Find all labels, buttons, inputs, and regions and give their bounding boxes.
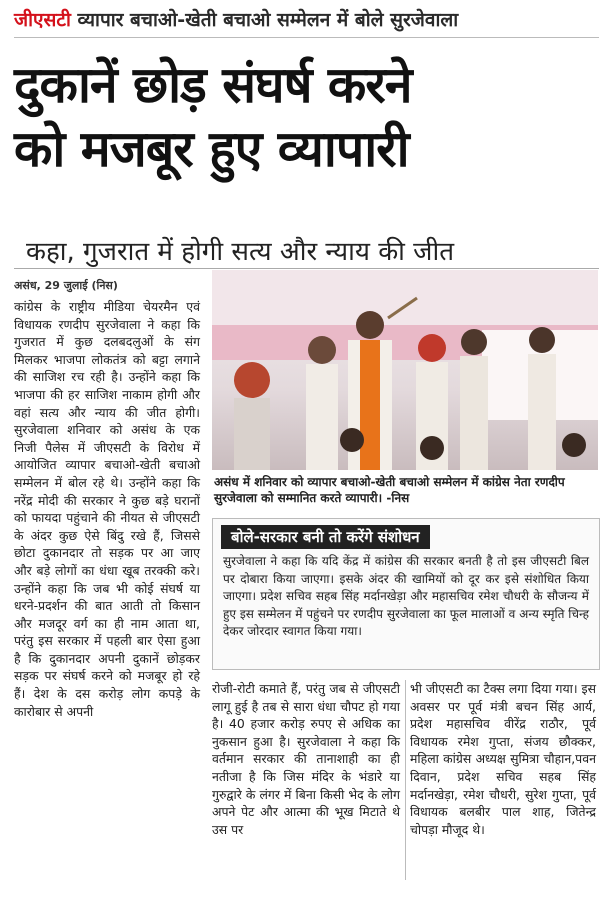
event-photo-illustration xyxy=(212,270,598,470)
headline-line-1: दुकानें छोड़ संघर्ष करने xyxy=(14,56,412,114)
article-column-2: रोजी-रोटी कमाते हैं, परंतु जब से जीएसटी लागू हुई है तब से सारा धंधा चौपट हो गया है। 40 हजार करोड़ रुपए से अधिक का नुकसान हुआ है। सुरजेवाला ने कहा कि वर्तमान सरकार की तानाशाही का ही नतीजा है कि जिस मंदिर के भंडारे या गुरुद्वारे के लंगर में बिना किसी भेद के लोग अपने पेट और आत्मा की भूख मिटाते थे उस पर xyxy=(212,681,400,837)
article-column-1: कांग्रेस के राष्ट्रीय मीडिया चेयरमैन एवं विधायक रणदीप सुरजेवाला ने कहा कि गुजरात में कुछ दलबदलुओं के संग मिलकर भाजपा लोकतंत्र को बट्टा लगाने की साजिश रच रही है। उन्होंने कहा कि भाजपा की हर साजिश नाकाम होगी और वहां सत्य और न्याय की जीत होगी। सुरजेवाला शनिवार को असंध के एक निजी पैलेस में जीएसटी के विरोध में आयोजित व्यापार बचाओ-खेती बचाओ सम्मेलन में बोल रहे थे। उन्होंने कहा कि नरेंद्र मोदी की सरकार ने कुछ बड़े घरानों को फायदा पहुंचाने की नीयत से जीएसटी के अंदर कुछ ऐसे बिंदु रखे हैं, जिससे छोटा दुकानदार तो सड़क पर आ जाए और बड़े लोगों का धंधा खूब तरक्की करे। उन्होंने कहा कि जब भी कोई संघर्ष या धरने-प्रदर्शन की बात आती तो किसान और मजदूर वर्ग का ही नाम आता था, परंतु इस सरकार में पहली बार ऐसा हुआ है कि दुकानदार अपनी दुकानें छोड़कर सड़क पर संघर्ष करने को मजबूर हो रहे हैं। देश के दस करोड़ लोग कपड़े के कारोबार से अपनी xyxy=(14,299,200,719)
article-column-3: भी जीएसटी का टैक्स लगा दिया गया। इस अवसर पर पूर्व मंत्री बचन सिंह आर्य, प्रदेश महासचिव वीरेंद्र राठौर, पूर्व विधायक रमेश गुप्ता, संजय छौक्कर, महिला कांग्रेस अध्यक्ष सुमित्रा चौहान,पवन दिवान, प्रदेश सचिव सहब सिंह मर्दानखेड़ा, रमेश चौधरी, सुरेश गुप्ता, पूर्व विधायक बलबीर पाल शाह, जितेन्द्र चोपड़ा मौजूद थे। xyxy=(410,681,596,837)
kicker-highlight: जीएसटी xyxy=(14,9,71,31)
kicker-text: व्यापार बचाओ-खेती बचाओ सम्मेलन में बोले सुरजेवाला xyxy=(77,9,459,31)
subhead-rule xyxy=(14,268,599,269)
sidebar-box-text: सुरजेवाला ने कहा कि यदि केंद्र में कांग्रेस की सरकार बनती है तो इस जीएसटी बिल पर दोबारा किया जाएगा। इसके अंदर की खामियों को दूर कर इसे संशोधित किया जाएगा। प्रदेश सचिव सहब सिंह मर्दानखेड़ा और महासचिव रमेश चौधरी के सौजन्य में हुए इस सम्मेलन में पहुंचने पर रणदीप सुरजेवाला का फूल मालाओं व अन्य स्मृति चिन्ह देकर जोरदार स्वागत किया गया। xyxy=(223,554,589,638)
top-rule xyxy=(14,37,599,38)
news-photo xyxy=(212,270,598,470)
photo-caption: असंध में शनिवार को व्यापार बचाओ-खेती बचाओ सम्मेलन में कांग्रेस नेता रणदीप सुरजेवाला को सम्मानित करते व्यापारी। -निस xyxy=(214,475,565,505)
headline-line-2: को मजबूर हुए व्यापारी xyxy=(14,120,409,178)
subheadline: कहा, गुजरात में होगी सत्य और न्याय की जीत xyxy=(26,237,455,267)
column-divider xyxy=(405,680,406,880)
sidebar-box xyxy=(212,518,600,670)
kicker xyxy=(14,6,458,32)
sidebar-box-title: बोले-सरकार बनी तो करेंगे संशोधन xyxy=(221,525,430,549)
dateline: असंध, 29 जुलाई (निस) xyxy=(14,279,118,292)
